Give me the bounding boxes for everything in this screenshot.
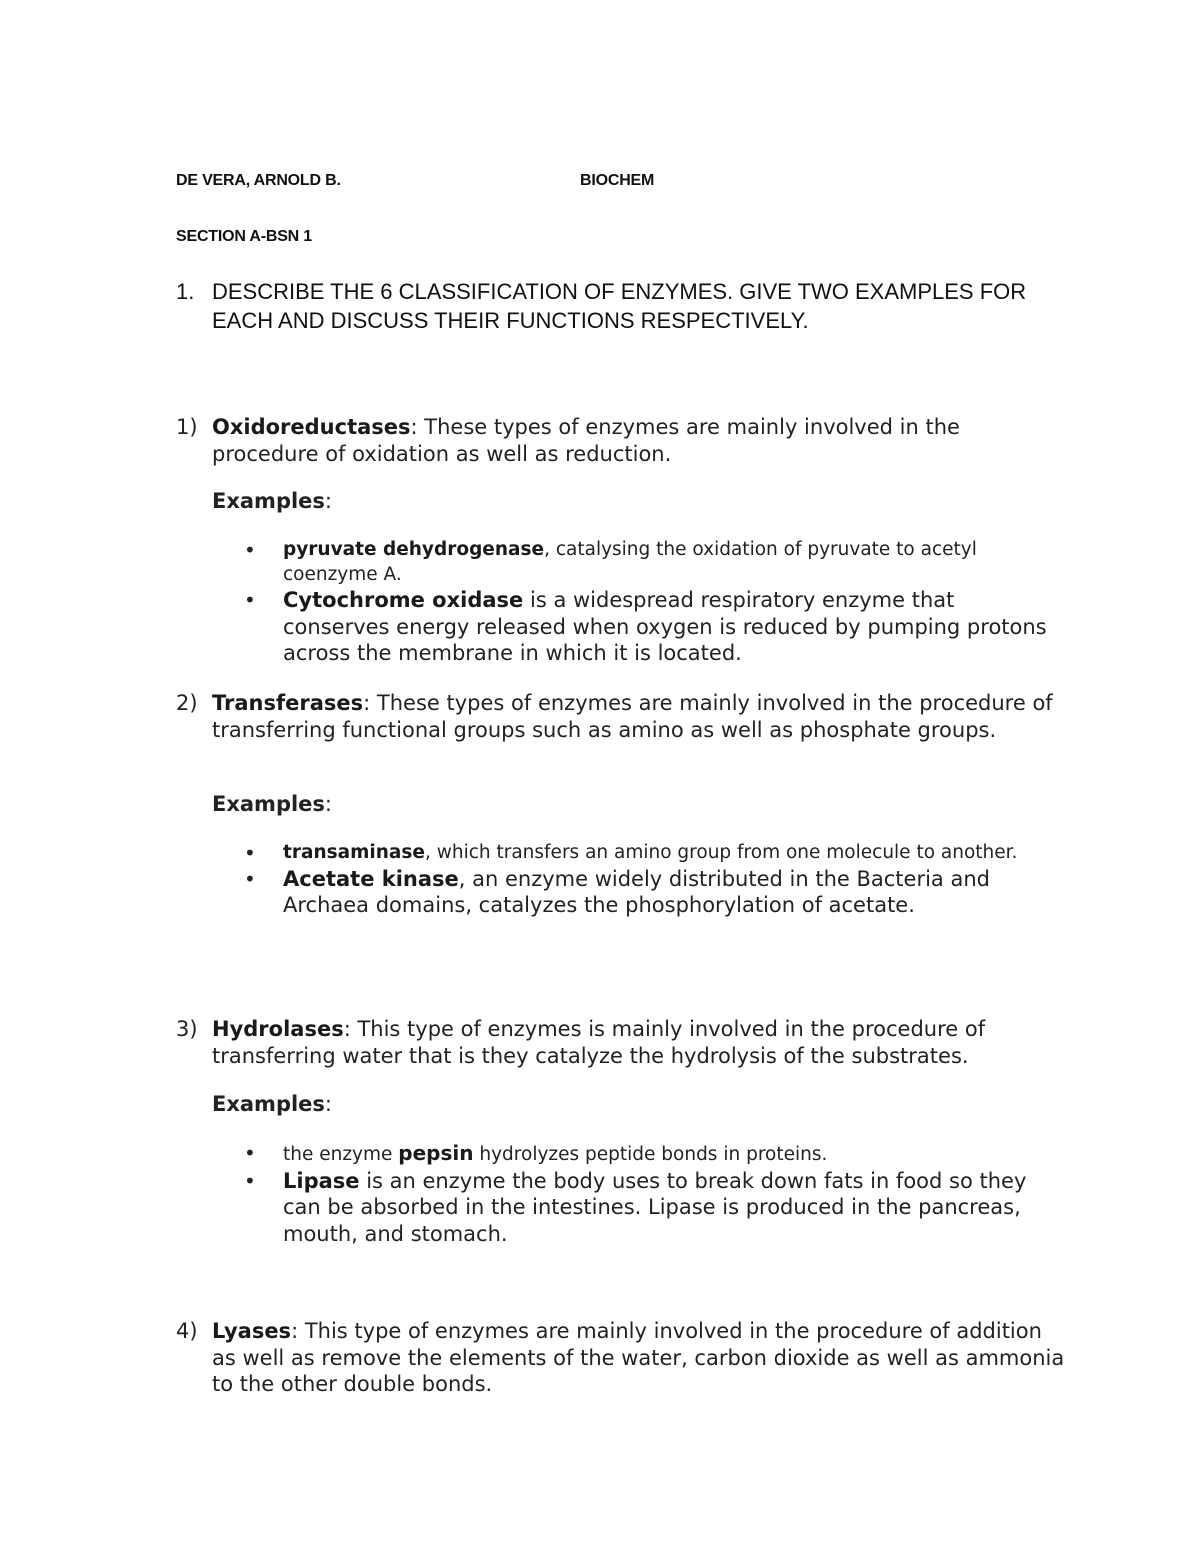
class-number: 1) [176,415,198,439]
list-item [244,538,1064,587]
list-item [244,841,1064,866]
example-text: is an enzyme the body uses to break down fats in food so they can be absorbed in the intestines. Lipase is produced in the pancreas, mouth, and stomach. [283,1168,1027,1246]
example-text: , an enzyme widely distributed in the Bacteria and Archaea domains, catalyzes the phosphorylation of acetate. [283,866,990,917]
list-item [244,1168,1064,1248]
example-text: , catalysing the oxidation of pyruvate to acetyl coenzyme A. [283,539,977,585]
example-term: pyruvate dehydrogenase [283,539,545,560]
example-prefix: the enzyme [283,1144,399,1165]
question-number: 1. [176,279,195,304]
course-name: BIOCHEM [580,172,655,189]
class-name: Lyases [212,1319,292,1343]
example-text: , which transfers an amino group from one molecule to another. [424,842,1018,863]
bullet-icon: • [244,1141,256,1165]
class-item-oxidoreductases [176,414,1066,467]
examples-list-oxidoreductases [244,538,1064,667]
question-text: DESCRIBE THE 6 CLASSIFICATION OF ENZYMES. GIVE TWO EXAMPLES FOR EACH AND DISCUSS THEIR FUNCTIONS RESPECTIVELY. [212,279,1027,333]
class-number: 4) [176,1319,198,1343]
example-term: Lipase [283,1168,360,1193]
class-name: Oxidoreductases [212,415,411,439]
bullet-icon: • [244,588,256,612]
examples-list-hydrolases [244,1141,1064,1247]
class-number: 3) [176,1017,198,1041]
list-item [244,587,1064,667]
class-name: Hydrolases [212,1017,344,1041]
class-description: : These types of enzymes are mainly involved in the procedure of oxidation as well as reduction. [212,415,960,466]
example-term: transaminase [283,842,425,863]
list-item [244,1141,1064,1168]
examples-heading: Examples: [212,792,332,816]
examples-heading: Examples: [212,1092,332,1116]
examples-heading: Examples: [212,489,332,513]
bullet-icon: • [244,538,256,562]
class-item-transferases [176,690,1066,743]
examples-list-transferases [244,841,1064,919]
class-item-lyases [176,1318,1066,1398]
bullet-icon: • [244,841,256,865]
example-term: Cytochrome oxidase [283,588,524,612]
class-description: : These types of enzymes are mainly involved in the procedure of transferring functional groups such as amino as well as phosphate groups. [212,691,1053,742]
section-label: SECTION A-BSN 1 [176,228,312,245]
class-description: : This type of enzymes is mainly involved in the procedure of transferring water that is they catalyze the hydrolysis of the substrates. [212,1017,986,1068]
example-term: pepsin [398,1141,474,1165]
class-description: : This type of enzymes are mainly involved in the procedure of addition as well as remove the elements of the water, carbon dioxide as well as ammonia to the other double bonds. [212,1319,1065,1396]
example-text: is a widespread respiratory enzyme that conserves energy released when oxygen is reduced by pumping protons across the membrane in which it is located. [283,588,1047,665]
question [176,277,1056,335]
bullet-icon: • [244,866,256,891]
example-text: hydrolyzes peptide bonds in proteins. [473,1144,828,1165]
bullet-icon: • [244,1168,256,1193]
example-term: Acetate kinase [283,866,459,891]
list-item [244,866,1064,919]
class-item-hydrolases [176,1016,1066,1069]
class-name: Transferases [212,691,364,715]
class-number: 2) [176,691,198,715]
student-name: DE VERA, ARNOLD B. [176,172,341,189]
